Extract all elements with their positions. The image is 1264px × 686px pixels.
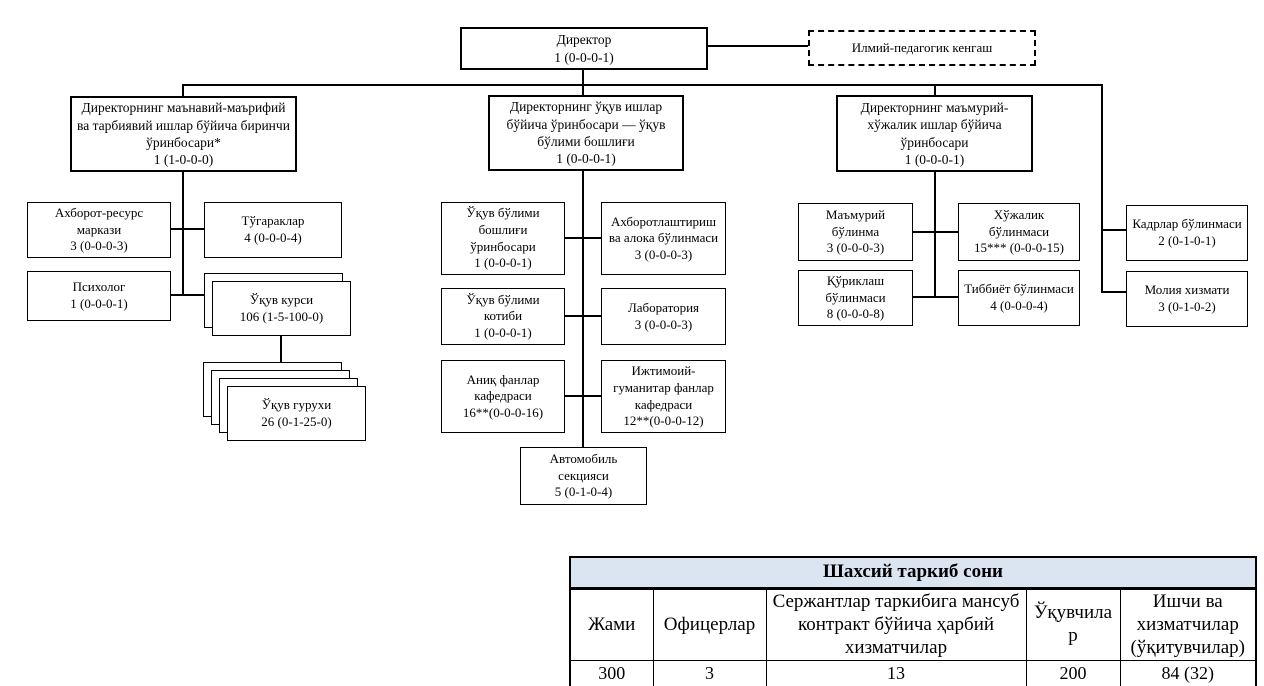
node-count: 4 (0-0-0-4) (244, 230, 302, 245)
node-deputy-moral (70, 96, 297, 172)
node-title: Автомобиль секцияси (549, 451, 618, 483)
node-count: 106 (1-5-100-0) (239, 308, 324, 324)
connector-right-drop (934, 85, 936, 95)
node-humanities (601, 360, 726, 433)
node-admin-unit (798, 203, 913, 261)
connector-course-stub (184, 294, 204, 296)
connector-director-council (708, 45, 808, 47)
node-count: 2 (0-1-0-1) (1158, 233, 1216, 248)
node-count: 3 (0-1-0-2) (1158, 299, 1216, 314)
node-title: Кадрлар бўлинмаси (1132, 216, 1242, 232)
table-header-sergeants: Сержантлар таркибига мансуб контракт бўйича ҳарбий хизматчилар (766, 589, 1026, 661)
node-count: 16**(0-0-0-16) (462, 404, 544, 420)
node-title: Директорнинг маъмурий-хўжалик ишлар бўйича ўринбосари (860, 99, 1009, 150)
connector-course-group (280, 336, 282, 363)
connector-mid-rail (582, 171, 584, 447)
node-title: Қўриклаш бўлинмаси (825, 273, 886, 305)
node-count: 1 (0-0-0-1) (556, 151, 616, 167)
node-title: Психолог (72, 279, 126, 295)
connector-secretary-stub (565, 315, 582, 317)
node-count: 4 (0-0-0-4) (990, 298, 1048, 313)
connector-finance-stub (1103, 291, 1126, 293)
connector-inforesource-stub (171, 228, 182, 230)
node-title: Ўқув гурухи (261, 396, 332, 412)
connector-right-rail (934, 172, 936, 298)
connector-deptdeputy-stub (565, 237, 582, 239)
node-deputy-admin (836, 95, 1033, 172)
table-value-total: 300 (570, 661, 653, 686)
node-title: Ўқув бўлими котиби (466, 291, 540, 324)
node-exact-sciences (441, 360, 565, 433)
node-psychologist (27, 271, 171, 321)
node-count: 3 (0-0-0-3) (826, 240, 885, 256)
connector-exact-stub (565, 395, 582, 397)
node-study-group (227, 386, 366, 441)
node-study-course (212, 281, 351, 336)
node-title: Ўқув бўлими бошлиғи ўринбосари (466, 205, 540, 254)
node-it-comm (601, 202, 726, 275)
node-count: 15*** (0-0-0-15) (974, 240, 1064, 256)
node-title: Тўгараклар (241, 213, 305, 229)
node-count: 12**(0-0-0-12) (623, 413, 704, 429)
connector-household-stub (936, 231, 958, 233)
table-value-workers: 84 (32) (1120, 661, 1256, 686)
node-count: 3 (0-0-0-3) (634, 246, 693, 262)
node-title: Ахборот-ресурс маркази (54, 205, 144, 237)
table-header-students: Ўқувчилар (1026, 589, 1120, 661)
connector-mid-drop (582, 85, 584, 95)
node-title: Ўқув курси (249, 291, 314, 307)
table-header-row (570, 589, 1256, 661)
node-hr (1126, 205, 1248, 261)
node-title: Директорнинг ўқув ишлар бўйича ўринбосари — ўқув бўлими бошлиғи (506, 99, 666, 149)
node-count: 1 (0-0-0-1) (474, 255, 532, 271)
connector-psychologist-stub (171, 294, 182, 296)
node-security (798, 270, 913, 326)
node-title: Лаборатория (627, 299, 700, 315)
node-finance (1126, 271, 1248, 327)
node-title: Аниқ фанлар кафедраси (466, 371, 540, 404)
node-pedagogical-council (808, 30, 1036, 66)
node-auto-section (520, 447, 647, 505)
table-header-workers: Ишчи ва хизматчилар (ўқитувчилар) (1120, 589, 1256, 661)
node-count: 1 (0-0-0-1) (70, 296, 128, 311)
connector-main-horizontal (182, 84, 1103, 86)
node-count: 1 (1-0-0-0) (153, 152, 214, 168)
table-value-students: 200 (1026, 661, 1120, 686)
node-title: Директорнинг маънавий-маърифий ва тарбиявий ишлар бўйича биринчи ўринбосари* (77, 100, 290, 150)
connector-left-drop (182, 85, 184, 96)
node-title: Молия хизмати (1144, 282, 1230, 298)
table-title-row (570, 557, 1256, 589)
node-title: Ахборотлаштириш ва алока бўлинмаси (608, 213, 719, 246)
node-dept-deputy (441, 202, 565, 275)
staff-table (569, 556, 1257, 686)
node-secretary (441, 288, 565, 345)
node-count: 1 (0-0-0-1) (474, 324, 532, 340)
node-count: 8 (0-0-0-8) (826, 306, 885, 322)
node-clubs (204, 202, 342, 258)
connector-medical-stub (936, 296, 958, 298)
node-title: Тиббиёт бўлинмаси (964, 281, 1074, 297)
node-title: Директор (556, 32, 612, 48)
node-director (460, 27, 708, 70)
table-value-row (570, 661, 1256, 686)
node-title: Илмий-педагогик кенгаш (851, 39, 993, 55)
table-value-sergeants: 13 (766, 661, 1026, 686)
table-value-officers: 3 (653, 661, 766, 686)
connector-itcomm-stub (584, 237, 601, 239)
node-count: 1 (0-0-0-1) (554, 49, 614, 65)
node-deputy-study (488, 95, 684, 171)
connector-humanities-stub (584, 395, 601, 397)
table-title: Шахсий таркиб сони (570, 557, 1256, 589)
node-laboratory (601, 288, 726, 345)
node-title: Хўжалик бўлинмаси (988, 207, 1050, 239)
node-title: Маъмурий бўлинма (825, 207, 886, 239)
connector-left-rail (182, 171, 184, 296)
connector-adminunit-stub (913, 231, 934, 233)
table-header-total: Жами (570, 589, 653, 661)
connector-hr-stub (1103, 229, 1126, 231)
node-count: 26 (0-1-25-0) (261, 413, 332, 429)
connector-laboratory-stub (584, 315, 601, 317)
node-medical (958, 270, 1080, 326)
node-count: 3 (0-0-0-3) (70, 238, 128, 254)
node-count: 3 (0-0-0-3) (634, 316, 693, 332)
node-info-resource (27, 202, 171, 258)
connector-clubs-stub (184, 228, 204, 230)
node-count: 5 (0-1-0-4) (554, 484, 613, 500)
node-count: 1 (0-0-0-1) (904, 151, 965, 167)
connector-far-right-rail (1101, 85, 1103, 293)
connector-security-stub (913, 296, 934, 298)
table-header-officers: Офицерлар (653, 589, 766, 661)
node-title: Ижтимоий-гуманитар фанлар кафедраси (613, 363, 714, 412)
node-household (958, 203, 1080, 261)
